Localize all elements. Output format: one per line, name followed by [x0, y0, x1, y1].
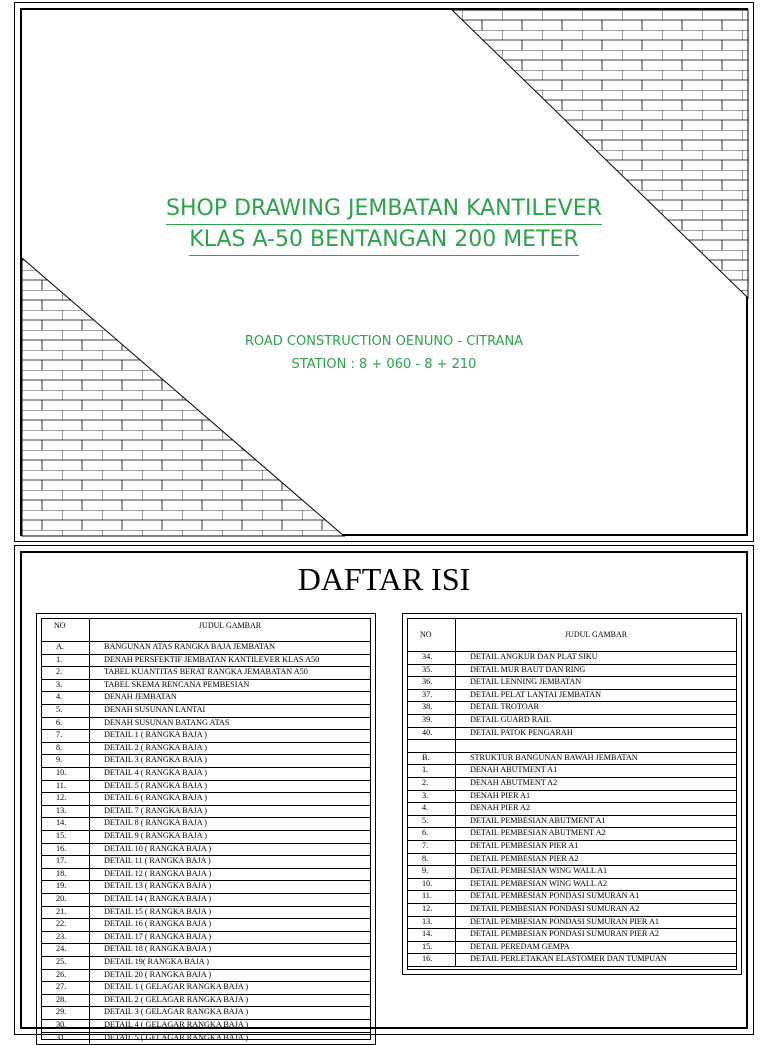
row-title: DETAIL PEMBESIAN PIER A1 [470, 841, 579, 850]
row-title: DETAIL 2 ( RANGKA BAJA ) [104, 742, 207, 752]
row-title: DETAIL 9 ( RANGKA BAJA ) [104, 831, 207, 840]
row-title: DETAIL PEMBESIAN ABUTMENT A1 [470, 815, 606, 825]
table-row [408, 790, 736, 804]
row-title: DENAH ABUTMENT A1 [470, 765, 558, 775]
table-row [42, 918, 370, 932]
row-number: 3. [408, 790, 456, 803]
cover-title-line2: KLAS A-50 BENTANGAN 200 METER [189, 225, 578, 256]
row-number: 21. [42, 906, 90, 919]
row-number: 40. [408, 727, 456, 740]
table-row [408, 953, 736, 967]
row-number: 11. [408, 890, 456, 903]
row-number: 11. [42, 780, 90, 793]
table-row [42, 792, 370, 806]
row-number: 2. [42, 666, 90, 679]
row-number: 16. [42, 843, 90, 856]
row-number: 29. [42, 1006, 90, 1019]
table-row [42, 893, 370, 907]
row-number: 4. [42, 691, 90, 704]
cover-subtitle [22, 330, 746, 376]
row-title: DETAIL PEMBESIAN WING WALL A1 [470, 866, 608, 876]
row-number: 16. [408, 953, 456, 966]
table-row [42, 943, 370, 957]
row-title: DETAIL 6 ( RANGKA BAJA ) [104, 793, 207, 803]
row-number: 20. [42, 893, 90, 906]
table-row [408, 928, 736, 942]
toc-right-table-frame [407, 618, 737, 970]
row-number: 9. [408, 865, 456, 878]
row-title: DETAIL 11 ( RANGKA BAJA ) [104, 856, 211, 866]
row-title: DENAH JEMBATAN [104, 692, 177, 702]
toc-left-header [42, 619, 370, 642]
row-title: DENAH PIER A2 [470, 803, 531, 813]
cover-frame [20, 8, 748, 536]
toc-left-table [36, 613, 376, 1045]
row-number: 10. [42, 767, 90, 780]
row-title: DETAIL TROTOAR [470, 702, 540, 712]
table-row [42, 767, 370, 781]
row-title: DETAIL ANGKUR DAN PLAT SIKU [470, 652, 598, 661]
row-number: 8. [408, 853, 456, 866]
row-title: DENAH SUSUNAN LANTAI [104, 705, 206, 714]
row-title: DETAIL 1 ( GELAGAR RANGKA BAJA ) [104, 982, 249, 992]
toc-title: DAFTAR ISI [297, 561, 471, 597]
row-title: DETAIL 12 ( RANGKA BAJA ) [104, 868, 212, 878]
toc-right-table [402, 613, 742, 975]
row-number: 6. [42, 717, 90, 730]
row-number: 15. [42, 830, 90, 843]
row-title: DETAIL 18 ( RANGKA BAJA ) [104, 944, 212, 954]
row-title: DETAIL 2 ( GELAGAR RANGKA BAJA ) [104, 994, 249, 1004]
row-title: DETAIL 7 ( RANGKA BAJA ) [104, 805, 207, 815]
table-row [42, 805, 370, 819]
row-number: 3. [42, 679, 90, 692]
row-number: 27. [42, 981, 90, 994]
row-number: 7. [42, 729, 90, 742]
toc-frame [20, 551, 748, 1042]
project-name: ROAD CONSTRUCTION OENUNO - CITRANA [244, 334, 524, 349]
row-title: DETAIL 5 ( RANGKA BAJA ) [104, 780, 207, 790]
table-row [408, 739, 736, 753]
brick-hatch-pattern [22, 10, 748, 536]
table-row [408, 802, 736, 816]
cover-title-line1: SHOP DRAWING JEMBATAN KANTILEVER [166, 194, 602, 225]
row-title: DETAIL PEMBESIAN PONDASI SUMURAN A1 [470, 891, 640, 901]
table-row [42, 817, 370, 831]
row-title: DETAIL 17 ( RANGKA BAJA ) [104, 931, 212, 941]
table-row [42, 981, 370, 995]
row-number: 12. [42, 792, 90, 805]
row-title: DETAIL PEMBESIAN PONDASI SUMURAN A2 [470, 904, 640, 913]
row-title: DETAIL PELAT LANTAI JEMBATAN [470, 689, 602, 699]
station-range: STATION : 8 + 060 - 8 + 210 [291, 357, 477, 372]
row-title: DETAIL 4 ( RANGKA BAJA ) [104, 768, 207, 777]
row-title: STRUKTUR BANGUNAN BAWAH JEMBATAN [470, 752, 638, 762]
table-row [42, 717, 370, 731]
table-row [42, 906, 370, 920]
row-title: BANGUNAN ATAS RANGKA BAJA JEMBATAN [104, 642, 276, 651]
row-title: DETAIL 8 ( RANGKA BAJA ) [104, 818, 207, 828]
table-row [42, 654, 370, 668]
row-number [408, 739, 456, 752]
row-title: DETAIL 14 ( RANGKA BAJA ) [104, 894, 212, 903]
table-row [408, 878, 736, 892]
row-title: DETAIL 19( RANGKA BAJA ) [104, 957, 210, 966]
row-number: 37. [408, 689, 456, 702]
row-title: DETAIL GUARD RAIL [470, 715, 551, 724]
row-number: 6. [408, 827, 456, 840]
table-row [42, 956, 370, 970]
row-title: DENAH PERSFEKTIF JEMBATAN KANTILEVER KLAS A50 [104, 654, 320, 664]
row-title: DETAIL PEMBESIAN PONDASI SUMURAN PIER A2 [470, 929, 659, 939]
row-number: 25. [42, 956, 90, 969]
row-number: 5. [408, 815, 456, 828]
row-number: 13. [408, 916, 456, 929]
table-row [408, 840, 736, 854]
row-number: 1. [408, 764, 456, 777]
table-row [42, 729, 370, 743]
bottom-left-brick-triangle [22, 258, 344, 536]
table-row [42, 742, 370, 756]
row-number: B. [408, 752, 456, 765]
table-row [42, 641, 370, 655]
table-row [42, 880, 370, 894]
row-title: DETAIL 13 ( RANGKA BAJA ) [104, 881, 212, 891]
table-row [408, 752, 736, 766]
table-row [408, 676, 736, 690]
row-number: 8. [42, 742, 90, 755]
table-row [408, 777, 736, 791]
table-row [42, 830, 370, 844]
row-title: DENAH SUSUNAN BATANG ATAS [104, 717, 230, 727]
row-title: DETAIL 3 ( GELAGAR RANGKA BAJA ) [104, 1007, 249, 1017]
table-row [42, 855, 370, 869]
table-row [408, 853, 736, 867]
table-row [42, 969, 370, 983]
table-row [408, 664, 736, 678]
row-number: 4. [408, 802, 456, 815]
row-number: 23. [42, 931, 90, 944]
row-number: 18. [42, 868, 90, 881]
cover-sheet [14, 2, 754, 542]
toc-left-table-frame [41, 618, 371, 1040]
row-title: DETAIL PEMBESIAN ABUTMENT A2 [470, 828, 606, 838]
row-number: 24. [42, 943, 90, 956]
row-number: 19. [42, 880, 90, 893]
table-row [42, 780, 370, 794]
row-title: DETAIL LENNING JEMBATAN [470, 677, 582, 687]
row-number: 14. [42, 817, 90, 830]
table-row [408, 727, 736, 741]
row-title: DETAIL PEREDAM GEMPA [470, 941, 570, 951]
row-title: TABEL SKEMA RENCANA PEMBESIAN [104, 679, 250, 689]
table-row [408, 827, 736, 841]
row-number: 39. [408, 714, 456, 727]
row-number: 26. [42, 969, 90, 982]
row-title: DENAH ABUTMENT A2 [470, 778, 558, 787]
table-row [42, 1032, 370, 1045]
col-no-header: NO [42, 619, 90, 641]
table-row [408, 865, 736, 879]
table-row [408, 916, 736, 930]
table-row [42, 931, 370, 945]
col-title-header: JUDUL GAMBAR [198, 621, 262, 630]
row-number: 35. [408, 664, 456, 677]
row-title: DETAIL PERLETAKAN ELASTOMER DAN TUMPUAN [470, 954, 667, 964]
row-number: 1. [42, 654, 90, 667]
row-number: 34. [408, 651, 456, 664]
table-row [42, 843, 370, 857]
table-row [42, 1019, 370, 1033]
row-title: DETAIL PEMBESIAN WING WALL A2 [470, 878, 608, 888]
row-title: DETAIL 16 ( RANGKA BAJA ) [104, 919, 212, 929]
row-number: 10. [408, 878, 456, 891]
row-number: 30. [42, 1019, 90, 1032]
row-number: 13. [42, 805, 90, 818]
toc-sheet [14, 545, 754, 1042]
row-title: DETAIL 1 ( RANGKA BAJA ) [104, 730, 207, 740]
row-title: DETAIL PEMBESIAN PONDASI SUMURAN PIER A1 [470, 916, 659, 926]
table-row [408, 941, 736, 955]
table-row [42, 666, 370, 680]
table-row [42, 704, 370, 718]
toc-right-header [408, 619, 736, 652]
row-number: 22. [42, 918, 90, 931]
col-title-header: JUDUL GAMBAR [564, 630, 628, 639]
table-row [408, 890, 736, 904]
row-title: DETAIL 10 ( RANGKA BAJA ) [104, 843, 212, 853]
table-row [408, 651, 736, 665]
table-row [408, 815, 736, 829]
row-title: DENAH PIER A1 [470, 790, 531, 800]
row-title: DETAIL MUR BAUT DAN RING [470, 664, 586, 674]
table-row [42, 868, 370, 882]
row-title: DETAIL 4 ( GELAGAR RANGKA BAJA ) [104, 1020, 249, 1029]
table-row [408, 701, 736, 715]
table-row [42, 679, 370, 693]
row-number: 7. [408, 840, 456, 853]
table-row [408, 714, 736, 728]
cover-title [22, 194, 746, 256]
row-title: DETAIL 20 ( RANGKA BAJA ) [104, 969, 212, 979]
row-title: TABEL KUANTITAS BERAT RANGKA JEMABATAN A50 [104, 667, 308, 677]
row-number: 2. [408, 777, 456, 790]
row-number: 5. [42, 704, 90, 717]
row-number: 15. [408, 941, 456, 954]
row-number: 17. [42, 855, 90, 868]
col-no-header: NO [408, 619, 456, 651]
row-number: A. [42, 641, 90, 654]
row-number: 36. [408, 676, 456, 689]
table-row [42, 691, 370, 705]
row-number: 31. [42, 1032, 90, 1045]
table-row [42, 754, 370, 768]
row-number: 28. [42, 994, 90, 1007]
row-number: 38. [408, 701, 456, 714]
row-title: DETAIL 15 ( RANGKA BAJA ) [104, 906, 212, 916]
row-number: 12. [408, 903, 456, 916]
row-title: DETAIL PEMBESIAN PIER A2 [470, 853, 579, 863]
table-row [408, 764, 736, 778]
row-number: 9. [42, 754, 90, 767]
row-number: 14. [408, 928, 456, 941]
row-title: DETAIL 3 ( RANGKA BAJA ) [104, 755, 207, 765]
row-title: DETAIL PATOK PENGARAH [470, 727, 573, 737]
table-row [408, 903, 736, 917]
row-title: DETAIL 5 ( GELAGAR RANGKA BAJA ) [104, 1032, 249, 1042]
table-row [42, 994, 370, 1008]
table-row [408, 689, 736, 703]
table-row [42, 1006, 370, 1020]
